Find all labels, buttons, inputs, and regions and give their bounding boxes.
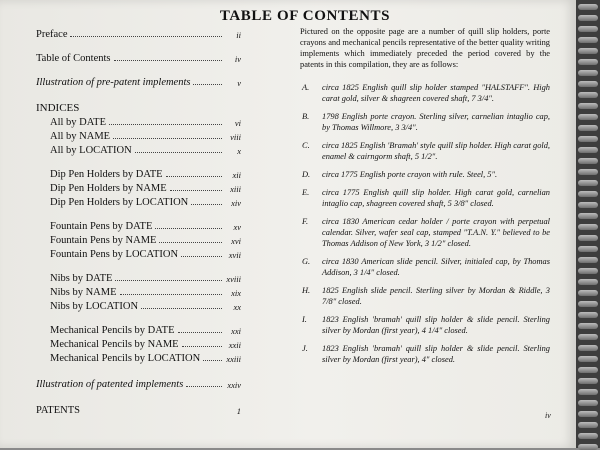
item-letter: A.: [302, 83, 310, 92]
toc-entry-index: [36, 298, 241, 312]
toc-page: iv: [234, 54, 241, 64]
toc-label: Illustration of pre-patent implements: [36, 77, 191, 88]
spiral-coil: [578, 246, 598, 252]
spiral-coil: [578, 334, 598, 340]
dot-leader: [135, 151, 222, 153]
toc-entry-index: [36, 246, 241, 260]
toc-label: Preface: [36, 29, 68, 40]
item-text: circa 1825 English 'Bramah' style quill slip holder. High carat gold, enamel & cairngorm shaft, 5 1/2".: [322, 141, 550, 161]
spiral-coil: [578, 213, 598, 219]
dot-leader: [166, 175, 222, 177]
dot-leader: [182, 345, 222, 347]
spiral-coil: [578, 48, 598, 54]
toc-entry-index: [36, 284, 241, 298]
spiral-coil: [578, 26, 598, 32]
toc-entry-index: [36, 336, 241, 350]
toc-entry-illustration-patented: [36, 376, 241, 390]
item-text: 1798 English porte crayon. Sterling silver, carnelian intaglio cap, by Thomas Willmore, 3 3/4".: [322, 112, 550, 132]
toc-entry-table-of-contents: [36, 50, 241, 64]
toc-entry-index: [36, 114, 241, 128]
spiral-coil: [578, 444, 598, 450]
toc-label: Mechanical Pencils by DATE: [50, 325, 175, 336]
list-item: [300, 169, 550, 180]
spiral-coil: [578, 70, 598, 76]
toc-label: Dip Pen Holders by NAME: [50, 183, 167, 194]
toc-page: xxiii: [226, 354, 241, 364]
item-text: circa 1775 English quill slip holder. High carat gold, carnelian intaglio cap, shagreen covered shaft, 5 3/8" closed.: [322, 188, 550, 208]
dot-leader: [120, 293, 222, 295]
spiral-coil: [578, 202, 598, 208]
toc-entry-index: [36, 350, 241, 364]
toc-page: xix: [231, 288, 241, 298]
toc-entry-index: [36, 218, 241, 232]
spiral-coil: [578, 224, 598, 230]
spiral-coil: [578, 433, 598, 439]
intro-paragraph: Pictured on the opposite page are a number of quill slip holders, porte crayons and mechanical pencils representative of the better quality writing implements which immediately preceded the period covered by the patents in this compilation, they are as follows:: [300, 27, 550, 69]
dot-leader: [186, 385, 222, 387]
toc-label: All by LOCATION: [50, 145, 132, 156]
item-text: circa 1825 English quill slip holder stamped "HALSTAFF". High carat gold, silver & shagreen covered shaft, 7 3/4".: [322, 83, 550, 103]
toc-page: xviii: [226, 274, 241, 284]
spiral-coil: [578, 180, 598, 186]
toc-entry-preface: [36, 26, 241, 40]
spiral-coil: [578, 191, 598, 197]
dot-leader: [178, 331, 222, 333]
dot-leader: [181, 255, 222, 257]
toc-page: xvii: [228, 250, 241, 260]
dot-leader: [115, 279, 222, 281]
spiral-coil: [578, 356, 598, 362]
spiral-coil: [578, 125, 598, 131]
dot-leader: [203, 359, 222, 361]
spiral-coil: [578, 312, 598, 318]
spiral-coil: [578, 279, 598, 285]
toc-entry-patents: [36, 402, 241, 416]
toc-label: Nibs by NAME: [50, 287, 117, 298]
toc-entry-index: [36, 142, 241, 156]
toc-page: x: [237, 146, 241, 156]
dot-leader: [114, 59, 223, 61]
dot-leader: [113, 137, 222, 139]
spiral-coil: [578, 378, 598, 384]
toc-page: xxi: [231, 326, 241, 336]
list-item: [300, 285, 550, 307]
toc-page: xx: [233, 302, 241, 312]
toc-page: xiv: [231, 198, 241, 208]
toc-label: Mechanical Pencils by LOCATION: [50, 353, 201, 364]
toc-page: vi: [234, 118, 241, 128]
indices-heading: INDICES: [36, 102, 80, 114]
dot-leader: [193, 83, 222, 85]
toc-label: All by DATE: [50, 117, 106, 128]
dot-leader: [155, 227, 222, 229]
item-letter: F.: [302, 217, 309, 226]
item-text: 1823 English 'bramah' quill slip holder & slide pencil. Sterling silver by Mordan (first year), 4 1/4" closed.: [322, 315, 550, 335]
dot-leader: [170, 189, 222, 191]
spiral-coil: [578, 400, 598, 406]
toc-label: PATENTS: [36, 405, 80, 416]
spiral-coil: [578, 114, 598, 120]
toc-label: Nibs by LOCATION: [50, 301, 139, 312]
spiral-coil: [578, 81, 598, 87]
toc-page: xiii: [230, 184, 241, 194]
list-item: [300, 216, 550, 249]
implement-list: [300, 82, 550, 365]
spiral-coil: [578, 4, 598, 10]
list-item: [300, 187, 550, 209]
item-letter: H.: [302, 286, 311, 295]
item-text: 1825 English slide pencil. Sterling silver by Mordan & Riddle, 3 7/8" closed.: [322, 286, 550, 306]
toc-label: Table of Contents: [36, 53, 111, 64]
toc-label: Dip Pen Holders by LOCATION: [50, 197, 189, 208]
item-letter: I.: [302, 315, 307, 324]
item-text: circa 1775 English porte crayon with rule. Steel, 5".: [322, 170, 498, 179]
list-item: [300, 111, 550, 133]
list-item: [300, 256, 550, 278]
dot-leader: [141, 307, 222, 309]
spiral-coil: [578, 345, 598, 351]
toc-entry-index: [36, 232, 241, 246]
toc-page: xxiv: [227, 380, 241, 390]
spiral-coil: [578, 301, 598, 307]
toc-label: Fountain Pens by LOCATION: [50, 249, 179, 260]
item-text: circa 1830 American cedar holder / porte crayon with perpetual calendar. Silver, wafer seal cap, stamped "T.A.N. Y." believed to be Thomas Addison of New York, 3 1/2" closed.: [322, 217, 550, 248]
spiral-coil: [578, 169, 598, 175]
toc-label: Illustration of patented implements: [36, 379, 184, 390]
dot-leader: [191, 203, 222, 205]
item-letter: D.: [302, 170, 311, 179]
dot-leader: [70, 35, 222, 37]
spiral-coil: [578, 15, 598, 21]
spiral-coil: [578, 92, 598, 98]
toc-label: Mechanical Pencils by NAME: [50, 339, 179, 350]
implements-description: [300, 26, 550, 365]
spiral-coil: [578, 389, 598, 395]
toc-label: Nibs by DATE: [50, 273, 113, 284]
dot-leader: [109, 123, 222, 125]
spiral-coil: [578, 59, 598, 65]
toc-page: xii: [232, 170, 241, 180]
toc-label: Dip Pen Holders by DATE: [50, 169, 163, 180]
toc-page: viii: [230, 132, 241, 142]
toc-entry-index: [36, 166, 241, 180]
spiral-coil: [578, 136, 598, 142]
toc-page: 1: [236, 406, 241, 416]
toc-label: Fountain Pens by DATE: [50, 221, 153, 232]
toc-entry-index: [36, 180, 241, 194]
item-letter: G.: [302, 257, 311, 266]
toc-page: v: [237, 78, 241, 88]
toc-page: xvi: [231, 236, 241, 246]
spiral-coil: [578, 367, 598, 373]
spiral-coil: [578, 268, 598, 274]
toc-label: Fountain Pens by NAME: [50, 235, 157, 246]
spiral-coil: [578, 290, 598, 296]
toc-page: xxii: [228, 340, 241, 350]
list-item: [300, 343, 550, 365]
spiral-coil: [578, 147, 598, 153]
spiral-binding: [576, 0, 600, 448]
spiral-coil: [578, 323, 598, 329]
spiral-coil: [578, 37, 598, 43]
list-item: [300, 140, 550, 162]
item-letter: C.: [302, 141, 310, 150]
toc-entry-index: [36, 322, 241, 336]
list-item: [300, 82, 550, 104]
spiral-coil: [578, 422, 598, 428]
item-text: 1823 English 'bramah' quill slip holder & slide pencil. Sterling silver by Mordan (first year), 4" closed.: [322, 344, 550, 364]
toc-entry-index: [36, 270, 241, 284]
toc-page: ii: [236, 30, 241, 40]
toc-page: xv: [233, 222, 241, 232]
spiral-coil: [578, 158, 598, 164]
page-number: iv: [545, 411, 551, 420]
dot-leader: [159, 241, 222, 243]
spiral-coil: [578, 235, 598, 241]
dot-leader-blank: [83, 412, 222, 413]
item-text: circa 1830 American slide pencil. Silver, initialed cap, by Thomas Addison, 3 1/4" closed.: [322, 257, 550, 277]
toc-label: All by NAME: [50, 131, 111, 142]
list-item: [300, 314, 550, 336]
toc-entry-index: [36, 194, 241, 208]
item-letter: B.: [302, 112, 310, 121]
spiral-coil: [578, 257, 598, 263]
item-letter: J.: [302, 344, 308, 353]
spiral-coil: [578, 103, 598, 109]
item-letter: E.: [302, 188, 310, 197]
spiral-coil: [578, 411, 598, 417]
page-title: TABLE OF CONTENTS: [219, 8, 391, 24]
toc-entry-illustration-pre-patent: [36, 74, 241, 88]
toc-entry-index: [36, 128, 241, 142]
